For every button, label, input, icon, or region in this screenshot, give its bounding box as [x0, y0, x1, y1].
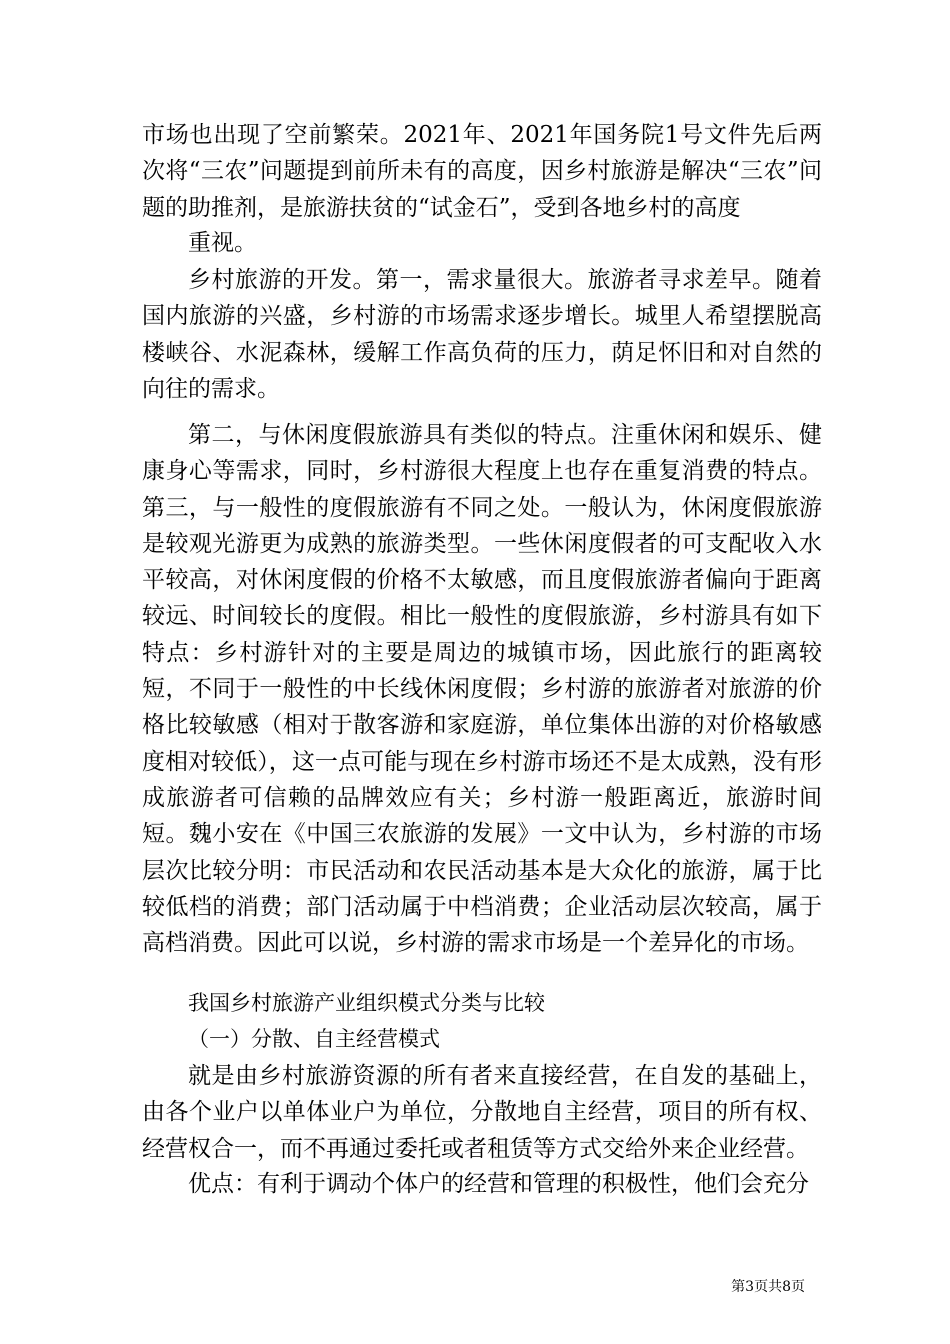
paragraph-self-operated-model: 就是由乡村旅游资源的所有者来直接经营，在自发的基础上，由各个业户以单体业户为单位，分散地自主经营，项目的所有权、经营权合一，而不再通过委托或者租赁等方式交给外来企业经营。 [142, 1063, 822, 1162]
section-heading: 我国乡村旅游产业组织模式分类与比较 [188, 991, 545, 1015]
paragraph-attention: 重视。 [188, 230, 257, 256]
page-number-footer: 第3页共8页 [731, 1279, 805, 1295]
paragraph-leisure-features: 第二，与休闲度假旅游具有类似的特点。注重休闲和娱乐、健康身心等需求，同时，乡村游很大程度上也存在重复消费的特点。第三，与一般性的度假旅游有不同之处。一般认为，休闲度假旅游是较观光游更为成熟的旅游类型。一些休闲度假者的可支配收入水平较高，对休闲度假的价格不太敏感，而且度假旅游者偏向于距离较远、时间较长的度假。相比一般性的度假旅游，乡村游具有如下特点：乡村游针对的主要是周边的城镇市场，因此旅行的距离较短，不同于一般性的中长线休闲度假；乡村游的旅游者对旅游的价格比较敏感（相对于散客游和家庭游，单位集体出游的对价格敏感度相对较低），这一点可能与现在乡村游市场还不是太成熟，没有形成旅游者可信赖的品牌效应有关；乡村游一般距离近，旅游时间短。魏小安在《中国三农旅游的发展》一文中认为，乡村游的市场层次比较分明：市民活动和农民活动基本是大众化的旅游，属于比较低档的消费；部门活动属于中档消费；企业活动层次较高，属于高档消费。因此可以说，乡村游的需求市场是一个差异化的市场。 [142, 422, 822, 957]
paragraph-advantages: 优点：有利于调动个体户的经营和管理的积极性，他们会充分 [188, 1171, 809, 1197]
paragraph-rural-tourism-development: 乡村旅游的开发。第一，需求量很大。旅游者寻求差早。随着国内旅游的兴盛，乡村游的市场需求逐步增长。城里人希望摆脱高楼峡谷、水泥森林，缓解工作高负荷的压力，荫足怀旧和对自然的向往的需求。 [142, 267, 822, 402]
subsection-heading: （一）分散、自主经营模式 [188, 1027, 440, 1051]
paragraph-market-prosperity: 市场也出现了空前繁荣。2021年、2021年国务院1号文件先后两次将“三农”问题提到前所未有的高度，因乡村旅游是解决“三农”问题的助推剂，是旅游扶贫的“试金石”，受到各地乡村的高度 [142, 122, 822, 221]
